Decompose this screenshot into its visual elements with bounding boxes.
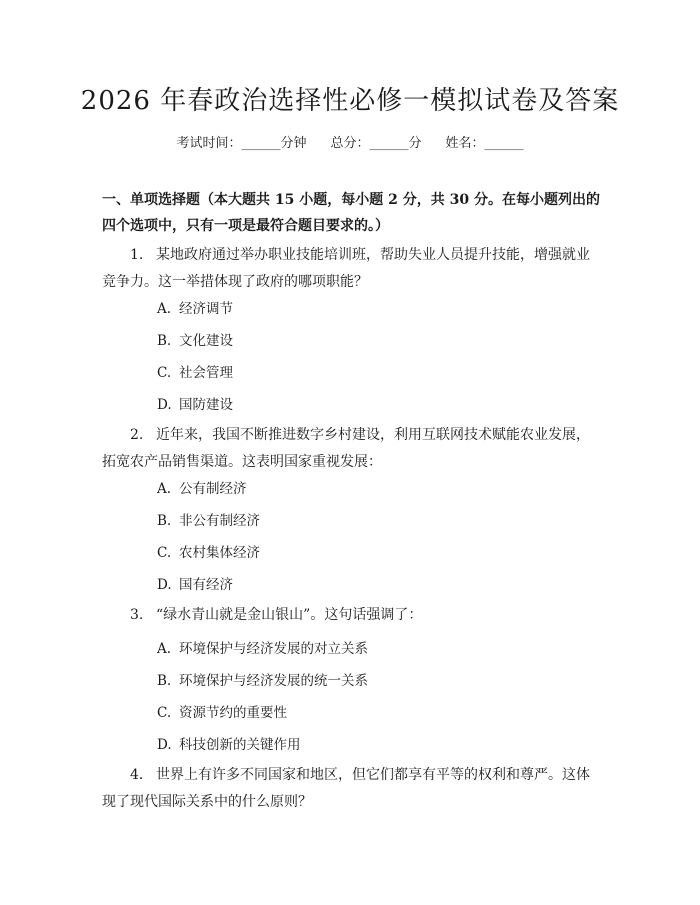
- exam-meta: [0, 132, 700, 151]
- question-3: [102, 602, 602, 629]
- option-1d: [157, 393, 233, 413]
- option-text: 环境保护与经济发展的对立关系: [179, 641, 368, 657]
- exam-time-field: 考试时间：______分钟: [176, 136, 307, 151]
- option-letter: B.: [157, 333, 172, 349]
- option-letter: A.: [157, 641, 172, 657]
- question-text: 某地政府通过举办职业技能培训班，帮助失业人员提升技能，增强就业竞争力。这一举措体现了政府的哪项职能？: [102, 247, 590, 290]
- question-number: 1.: [130, 247, 144, 263]
- option-letter: C.: [157, 365, 172, 381]
- option-letter: A.: [157, 481, 172, 497]
- option-text: 农村集体经济: [179, 545, 260, 561]
- question-4: [102, 762, 602, 816]
- question-number: 2.: [130, 427, 144, 443]
- option-letter: A.: [157, 301, 172, 317]
- option-2d: [157, 573, 233, 593]
- section-heading: 一、单项选择题（本大题共 15 小题，每小题 2 分，共 30 分。在每小题列出的四个选项中，只有一项是最符合题目要求的。）: [102, 192, 600, 234]
- option-3d: [157, 733, 301, 753]
- option-letter: C.: [157, 705, 172, 721]
- question-text: 世界上有许多不同国家和地区，但它们都享有平等的权利和尊严。这体现了现代国际关系中的什么原则？: [102, 767, 590, 810]
- option-2c: [157, 541, 260, 561]
- option-text: 国有经济: [179, 577, 233, 593]
- option-2b: [157, 509, 260, 529]
- option-text: 公有制经济: [179, 481, 247, 497]
- option-3a: [157, 637, 368, 657]
- option-text: 社会管理: [179, 365, 233, 381]
- page-title: 2026 年春政治选择性必修一模拟试卷及答案: [80, 86, 620, 116]
- student-name-field: 姓名：______: [445, 136, 524, 151]
- question-number: 3.: [130, 607, 144, 623]
- option-text: 非公有制经济: [179, 513, 260, 529]
- option-letter: D.: [157, 577, 172, 593]
- option-text: 环境保护与经济发展的统一关系: [179, 673, 368, 689]
- option-3b: [157, 669, 368, 689]
- option-letter: C.: [157, 545, 172, 561]
- option-1b: [157, 329, 233, 349]
- option-letter: D.: [157, 737, 172, 753]
- question-text: 近年来，我国不断推进数字乡村建设，利用互联网技术赋能农业发展，拓宽农产品销售渠道。这表明国家重视发展：: [102, 427, 590, 470]
- option-2a: [157, 477, 247, 497]
- option-letter: B.: [157, 513, 172, 529]
- question-2: [102, 422, 602, 476]
- question-text: “绿水青山就是金山银山”。这句话强调了：: [156, 607, 423, 623]
- option-3c: [157, 701, 287, 721]
- option-text: 经济调节: [179, 301, 233, 317]
- question-1: [102, 242, 602, 296]
- option-letter: B.: [157, 673, 172, 689]
- question-number: 4.: [130, 767, 144, 783]
- option-1c: [157, 361, 233, 381]
- option-letter: D.: [157, 397, 172, 413]
- option-text: 国防建设: [179, 397, 233, 413]
- option-1a: [157, 297, 233, 317]
- option-text: 科技创新的关键作用: [179, 737, 301, 753]
- option-text: 资源节约的重要性: [179, 705, 287, 721]
- option-text: 文化建设: [179, 333, 233, 349]
- total-score-field: 总分：______分: [330, 136, 422, 151]
